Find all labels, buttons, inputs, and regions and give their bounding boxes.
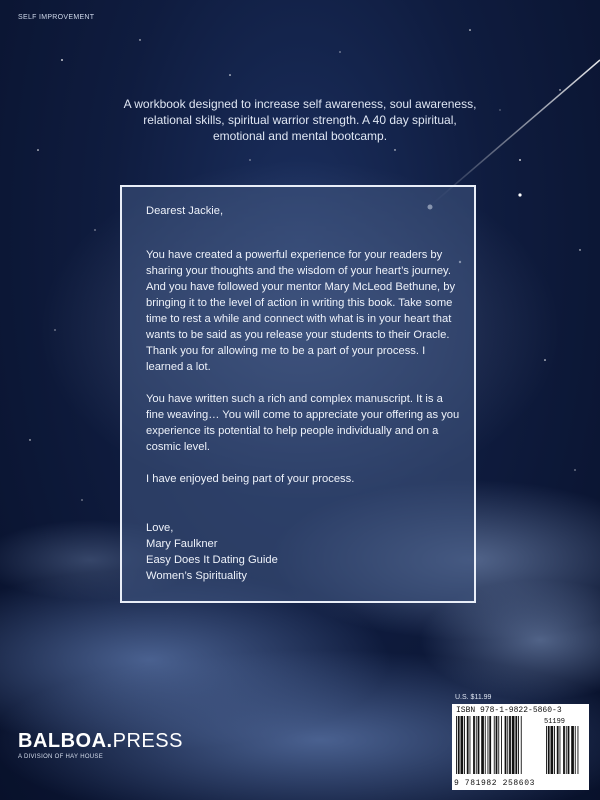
barcode-bar <box>488 716 489 774</box>
barcode-bar <box>498 716 499 774</box>
letter-paragraph-1: You have created a powerful experience for your readers by sharing your thoughts and the wisdom of your heart’s journey. And you have followed your mentor Mary McLeod Bethune, by bringing it to the level of action in writing this book. Take some time to rest a while and connect with what is in your heart that wants to be said as you release your students to their Oracle. Thank you for allowing me to be a part of your process. I learned a lot. <box>146 249 456 373</box>
publisher-name <box>18 730 183 753</box>
signature-book-1: Easy Does It Dating Guide <box>146 554 278 566</box>
publisher-logo <box>18 730 183 760</box>
barcode-bar <box>473 716 475 774</box>
letter-closing: Love, <box>146 522 174 534</box>
barcode-bar <box>478 716 480 774</box>
publisher-name-bold: BALBOA. <box>18 730 113 752</box>
signature-name: Mary Faulkner <box>146 538 218 550</box>
price-label: U.S. $11.99 <box>455 694 492 701</box>
barcode-bar <box>521 716 522 774</box>
barcode-bar <box>518 716 519 774</box>
isbn-barcode <box>452 704 589 790</box>
barcode-addon-bar <box>546 726 547 774</box>
barcode-addon-bar <box>578 726 579 774</box>
barcode-bar <box>494 716 495 774</box>
barcode-bar <box>505 716 507 774</box>
barcode-addon-bar <box>575 726 576 774</box>
barcode-addon-bar <box>560 726 561 774</box>
barcode-bar <box>507 716 508 774</box>
barcode-ean-number: 9 781982 258603 <box>454 779 536 788</box>
letter-paragraph-3: I have enjoyed being part of your process. <box>146 473 355 485</box>
tagline: A workbook designed to increase self awareness, soul awareness, relational skills, spiritual warrior strength. A 40 day spiritual, emotional and mental bootcamp. <box>123 97 477 143</box>
barcode-addon-bar <box>568 726 570 774</box>
publisher-division: A DIVISION OF HAY HOUSE <box>18 754 104 760</box>
barcode-bar <box>481 716 484 774</box>
barcode-bar <box>461 716 464 774</box>
barcode-bar <box>467 716 469 774</box>
barcode-addon-bar <box>563 726 565 774</box>
barcode-addon-bar <box>557 726 559 774</box>
barcode-addon-number: 51199 <box>544 718 566 726</box>
barcode-bar <box>485 716 486 774</box>
barcode-addon-bar <box>566 726 567 774</box>
barcode-bar <box>476 716 477 774</box>
barcode-bar <box>464 716 465 774</box>
barcode-addon-bar <box>554 726 555 774</box>
barcode-bar <box>489 716 491 774</box>
barcode-bar <box>496 716 498 774</box>
isbn-text: ISBN 978-1-9822-5860-3 <box>456 706 562 715</box>
barcode-bar <box>456 716 457 774</box>
endorsement-letter <box>120 185 476 603</box>
barcode-bar <box>512 716 515 774</box>
barcode-addon-bar <box>571 726 574 774</box>
letter-paragraph-2: You have written such a rich and complex manuscript. It is a fine weaving… You will come to appreciate your offering as you experience its potential to help people individually and on a cosmic level. <box>146 393 460 453</box>
barcode-bar <box>458 716 460 774</box>
letter-greeting: Dearest Jackie, <box>146 205 224 217</box>
category-label: SELF IMPROVEMENT <box>18 14 95 21</box>
barcode-bar <box>470 716 471 774</box>
publisher-name-light: PRESS <box>112 730 183 752</box>
barcode-addon-bar <box>548 726 550 774</box>
letter-signature <box>146 536 460 584</box>
barcode-addon-bar <box>551 726 554 774</box>
barcode-bars <box>456 716 586 778</box>
barcode-bar <box>509 716 511 774</box>
barcode-bar <box>501 716 502 774</box>
signature-book-2: Women’s Spirituality <box>146 570 247 582</box>
barcode-bar <box>515 716 517 774</box>
